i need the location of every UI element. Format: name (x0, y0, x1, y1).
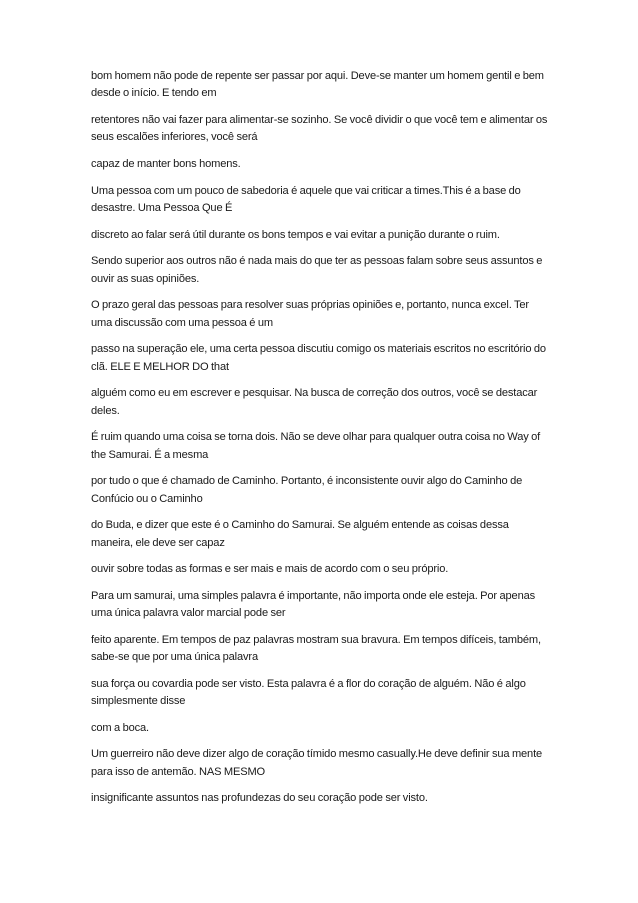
paragraph: retentores não vai fazer para alimentar-se sozinho. Se você dividir o que você tem e alimentar os seus escalões inferiores, você será (91, 114, 548, 144)
paragraph: O prazo geral das pessoas para resolver suas próprias opiniões e, portanto, nunca excel. Ter uma discussão com uma pessoa é um (91, 299, 529, 329)
paragraph: Sendo superior aos outros não é nada mais do que ter as pessoas falam sobre seus assuntos e ouvir as suas opiniões. (91, 255, 543, 285)
paragraph: Uma pessoa com um pouco de sabedoria é aquele que vai criticar a times.This é a base do desastre. Uma Pessoa Que É (91, 184, 521, 214)
paragraph: passo na superação ele, uma certa pessoa discutiu comigo os materiais escritos no escritório do clã. ELE E MELHOR DO that (91, 343, 546, 373)
paragraph: por tudo o que é chamado de Caminho. Portanto, é inconsistente ouvir algo do Caminho de Confúcio ou o Caminho (91, 475, 523, 505)
paragraph: capaz de manter bons homens. (91, 158, 241, 170)
paragraph: alguém como eu em escrever e pesquisar. Na busca de correção dos outros, você se destacar deles. (91, 387, 538, 417)
paragraph: insignificante assuntos nas profundezas do seu coração pode ser visto. (91, 792, 428, 805)
paragraph: É ruim quando uma coisa se torna dois. Não se deve olhar para qualquer outra coisa no Way of the Samurai. É a mesma (91, 431, 541, 461)
paragraph: feito aparente. Em tempos de paz palavras mostram sua bravura. Em tempos difíceis, também, sabe-se que por uma única palavra (91, 633, 541, 664)
paragraph: Um guerreiro não deve dizer algo de coração tímido mesmo casually.He deve definir sua mente para isso de antemão. NAS MESMO (91, 748, 543, 778)
paragraph: do Buda, e dizer que este é o Caminho do Samurai. Se alguém entende as coisas dessa maneira, ele deve ser capaz (91, 519, 509, 549)
paragraph: bom homem não pode de repente ser passar por aqui. Deve-se manter um homem gentil e bem desde o início. E tendo em (91, 70, 544, 100)
paragraph: com a boca. (91, 721, 149, 734)
document-body (91, 68, 551, 817)
paragraph: sua força ou covardia pode ser visto. Esta palavra é a flor do coração de alguém. Não é algo simplesmente disse (91, 677, 526, 708)
paragraph: ouvir sobre todas as formas e ser mais e mais de acordo com o seu próprio. (91, 563, 449, 576)
paragraph: Para um samurai, uma simples palavra é importante, não importa onde ele esteja. Por apenas uma única palavra valor marcial pode ser (91, 589, 535, 620)
paragraph: discreto ao falar será útil durante os bons tempos e vai evitar a punição durante o ruim. (91, 228, 500, 241)
